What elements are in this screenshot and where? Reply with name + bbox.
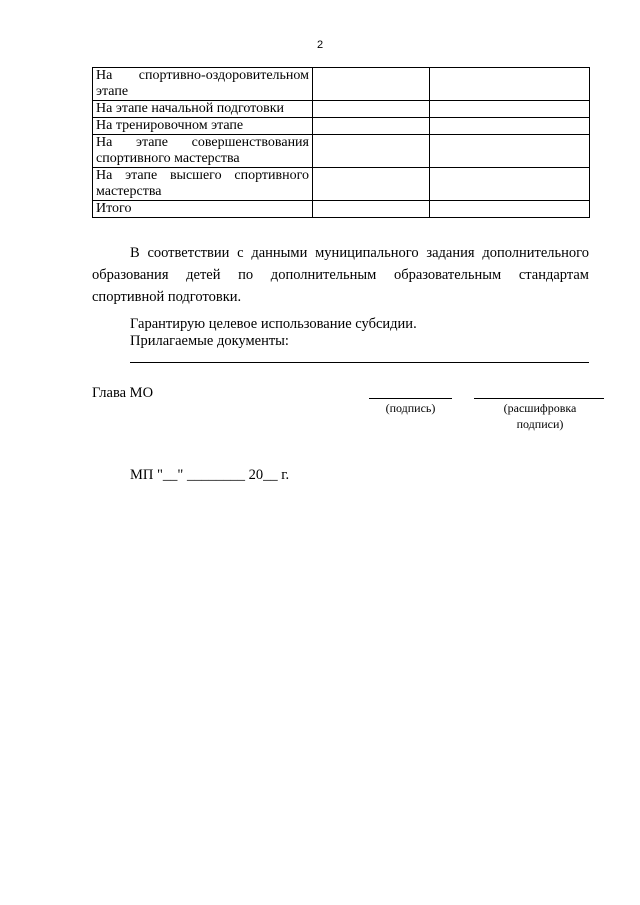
table-row [93,101,590,118]
row-value-1 [313,68,430,101]
row-label: На тренировочном этапе [93,118,313,135]
signature-line [369,398,452,399]
row-label: На этапе высшего спортивного мастерства [93,168,313,201]
row-value-1 [313,201,430,218]
table-row [93,135,590,168]
table-row [93,168,590,201]
table-row [93,201,590,218]
row-label: На этапе совершенствования спортивного мастерства [93,135,313,168]
decode-caption: (расшифровка подписи) [503,401,577,431]
row-label: Итого [93,201,313,218]
row-value-1 [313,135,430,168]
attached-docs-line [130,362,589,363]
row-value-2 [430,201,590,218]
row-value-1 [313,168,430,201]
row-value-2 [430,135,590,168]
signature-caption: (подпись) [385,401,436,415]
stages-table [92,67,590,218]
row-label: На спортивно-оздоровительном этапе [93,68,313,101]
table-row [93,68,590,101]
basis-paragraph: В соответствии с данными муниципального задания дополнительного образования детей по дополнительным образовательным стандартам спортивной подготовки. [92,245,589,305]
row-value-2 [430,68,590,101]
row-value-1 [313,101,430,118]
row-value-1 [313,118,430,135]
attached-docs-label: Прилагаемые документы: [130,333,289,349]
row-value-2 [430,118,590,135]
decode-line [474,398,604,399]
row-label: На этапе начальной подготовки [93,101,313,118]
table-row [93,118,590,135]
row-value-2 [430,168,590,201]
row-value-2 [430,101,590,118]
guarantee-text: Гарантирую целевое использование субсидии. [130,316,417,332]
head-label: Глава МО [92,385,154,401]
stamp-date-line: МП "__" ________ 20__ г. [130,467,290,483]
page-number: 2 [316,39,324,51]
